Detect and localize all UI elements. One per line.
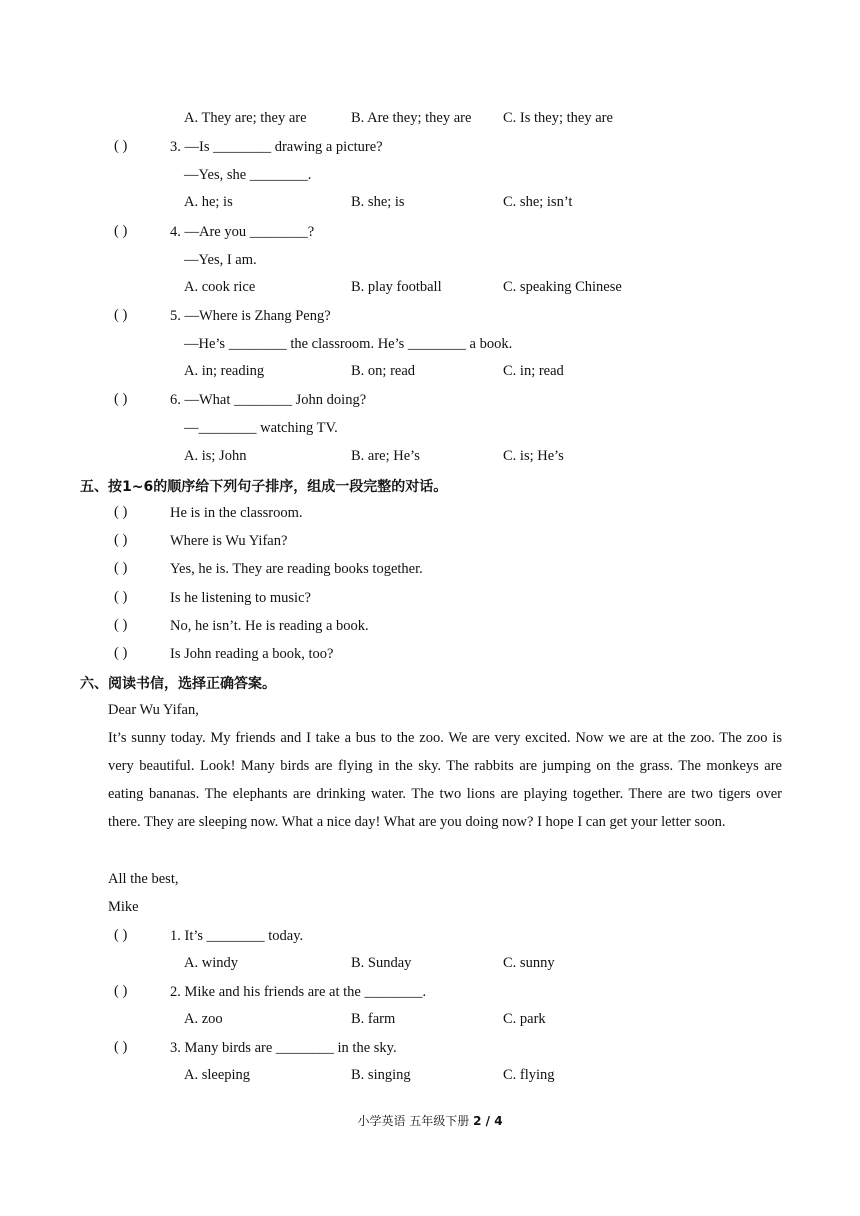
order-paren[interactable]: ( ): [114, 504, 128, 520]
question-stem: 4. —Are you ________?: [170, 224, 315, 240]
answer-paren[interactable]: ( ): [114, 138, 128, 154]
answer-line: —Yes, she ________.: [184, 167, 312, 183]
option-b: B. play football: [351, 279, 442, 295]
option-a: A. cook rice: [184, 279, 256, 295]
order-paren[interactable]: ( ): [114, 617, 128, 633]
option-a: A. windy: [184, 955, 238, 971]
answer-line: —He’s ________ the classroom. He’s ________ a book.: [184, 336, 513, 352]
option-c: C. Is they; they are: [503, 110, 613, 126]
option-a: A. They are; they are: [184, 110, 307, 126]
answer-line: —________ watching TV.: [184, 420, 338, 436]
question-stem: 6. —What ________ John doing?: [170, 392, 367, 408]
dialogue-sentence: He is in the classroom.: [170, 505, 303, 521]
answer-paren[interactable]: ( ): [114, 391, 128, 407]
dialogue-sentence: Yes, he is. They are reading books together.: [170, 561, 423, 577]
dialogue-sentence: Is John reading a book, too?: [170, 646, 334, 662]
option-a: A. sleeping: [184, 1067, 251, 1083]
option-c: C. speaking Chinese: [503, 279, 622, 295]
answer-line: —Yes, I am.: [184, 252, 257, 268]
answer-paren[interactable]: ( ): [114, 927, 128, 943]
option-a: A. zoo: [184, 1011, 223, 1027]
option-b: B. are; He’s: [351, 448, 420, 464]
option-b: B. singing: [351, 1067, 411, 1083]
option-c: C. park: [503, 1011, 546, 1027]
option-a: A. he; is: [184, 194, 233, 210]
option-c: C. in; read: [503, 363, 564, 379]
option-a: A. is; John: [184, 448, 247, 464]
letter-signature: Mike: [108, 899, 139, 915]
order-paren[interactable]: ( ): [114, 532, 128, 548]
dialogue-sentence: Where is Wu Yifan?: [170, 533, 288, 549]
section-5-heading: 五、按1~6的顺序给下列句子排序，组成一段完整的对话。: [80, 479, 448, 495]
question-stem: 5. —Where is Zhang Peng?: [170, 308, 331, 324]
question-stem: 3. —Is ________ drawing a picture?: [170, 139, 383, 155]
order-paren[interactable]: ( ): [114, 560, 128, 576]
page-number: 2 / 4: [473, 1114, 503, 1128]
question-stem: 2. Mike and his friends are at the ________.: [170, 984, 427, 1000]
option-c: C. is; He’s: [503, 448, 564, 464]
question-stem: 1. It’s ________ today.: [170, 928, 304, 944]
question-stem: 3. Many birds are ________ in the sky.: [170, 1040, 397, 1056]
letter-closing: All the best,: [108, 871, 179, 887]
answer-paren[interactable]: ( ): [114, 307, 128, 323]
option-a: A. in; reading: [184, 363, 265, 379]
option-b: B. on; read: [351, 363, 416, 379]
section-6-heading: 六、阅读书信，选择正确答案。: [80, 676, 276, 692]
order-paren[interactable]: ( ): [114, 589, 128, 605]
page-footer: [0, 1112, 860, 1129]
option-c: C. flying: [503, 1067, 555, 1083]
dialogue-sentence: Is he listening to music?: [170, 590, 311, 606]
answer-paren[interactable]: ( ): [114, 983, 128, 999]
answer-paren[interactable]: ( ): [114, 1039, 128, 1055]
option-b: B. Sunday: [351, 955, 412, 971]
footer-subject: 小学英语 五年级下册: [357, 1114, 470, 1128]
option-c: C. she; isn’t: [503, 194, 573, 210]
answer-paren[interactable]: ( ): [114, 223, 128, 239]
letter-body: It’s sunny today. My friends and I take a bus to the zoo. We are very excited. Now we are at the zoo. The zoo is very beautiful. Look! Many birds are flying in the sky. The rabbits are jumping on the grass. The monkeys are eating bananas. The elephants are drinking water. The two lions are playing together. There are two tigers over there. They are sleeping now. What a nice day! What are you doing now? I hope I can get your letter soon.: [108, 730, 782, 831]
option-b: B. farm: [351, 1011, 396, 1027]
option-b: B. she; is: [351, 194, 405, 210]
letter-greeting: Dear Wu Yifan,: [108, 702, 199, 718]
option-b: B. Are they; they are: [351, 110, 472, 126]
option-c: C. sunny: [503, 955, 555, 971]
dialogue-sentence: No, he isn’t. He is reading a book.: [170, 618, 369, 634]
order-paren[interactable]: ( ): [114, 645, 128, 661]
